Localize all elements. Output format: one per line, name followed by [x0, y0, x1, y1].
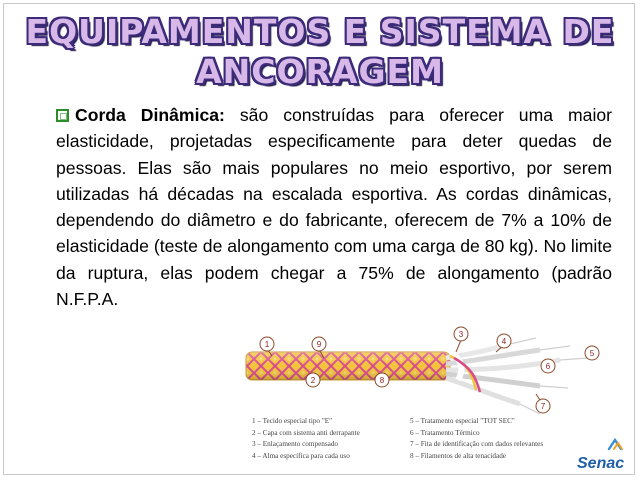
senac-logo	[576, 438, 628, 472]
checkbox-bullet-icon	[56, 109, 69, 122]
title-line-2: ANCORAGEM	[196, 52, 444, 91]
legend-item: 1 – Tecido especial tipo "E"	[252, 417, 333, 425]
legend-item: 2 – Capa com sistema anti derrapante	[252, 428, 360, 437]
paragraph-text: são construídas para oferecer uma maior elasticidade, projetadas especificamente para deter quedas de pessoas. Elas são mais populares no meio esportivo, por serem utilizadas há décadas na escalada esportiva. As cordas dinâmicas, dependendo do diâmetro e do fabricante, oferecem de 7% a 10% de elasticidade (teste de alongamento com uma carga de 80 kg). No limite da ruptura, elas podem chegar a 75% de alongamento (padrão N.F.P.A.	[56, 105, 612, 310]
legend-item: 5 – Tratamento especial "TOT SEC"	[410, 417, 515, 425]
legend-item: 6 – Tratamento Térmico	[410, 428, 480, 437]
legend-item: 7 – Fita de identificação com dados relevantes	[410, 440, 544, 449]
callout-2	[306, 373, 320, 387]
term-label: Corda Dinâmica:	[75, 105, 225, 125]
senac-logo-text: Senac	[577, 455, 625, 472]
callout-3-label: 3	[458, 330, 464, 339]
callout-7	[536, 394, 550, 413]
legend-right	[410, 417, 543, 464]
callout-4-label: 4	[501, 337, 507, 346]
legend-item: 3 – Enlaçamento compensado	[252, 440, 339, 449]
callout-8-label: 8	[379, 376, 385, 385]
callout-2-label: 2	[310, 376, 316, 385]
body-paragraph	[56, 102, 612, 312]
callout-5	[585, 346, 599, 360]
slide-title	[0, 12, 640, 92]
legend-left	[252, 417, 360, 464]
legend-item: 8 – Filamentos de alta tenacidade	[410, 452, 506, 461]
callout-8	[375, 373, 389, 387]
title-line-1: EQUIPAMENTOS E SISTEMA DE	[25, 12, 615, 51]
callout-3	[454, 327, 468, 352]
legend-item: 4 – Alma específica para cada uso	[252, 452, 350, 461]
senac-logo-icon	[609, 440, 622, 449]
callout-7-label: 7	[540, 402, 546, 411]
callout-1-label: 1	[264, 340, 270, 349]
callout-5-label: 5	[589, 349, 595, 358]
callout-9-label: 9	[316, 340, 322, 349]
callout-6	[541, 359, 555, 373]
callout-6-label: 6	[545, 362, 551, 371]
rope-sheath	[246, 352, 450, 380]
rope-core-strands	[446, 338, 588, 414]
rope-diagram	[240, 324, 616, 424]
